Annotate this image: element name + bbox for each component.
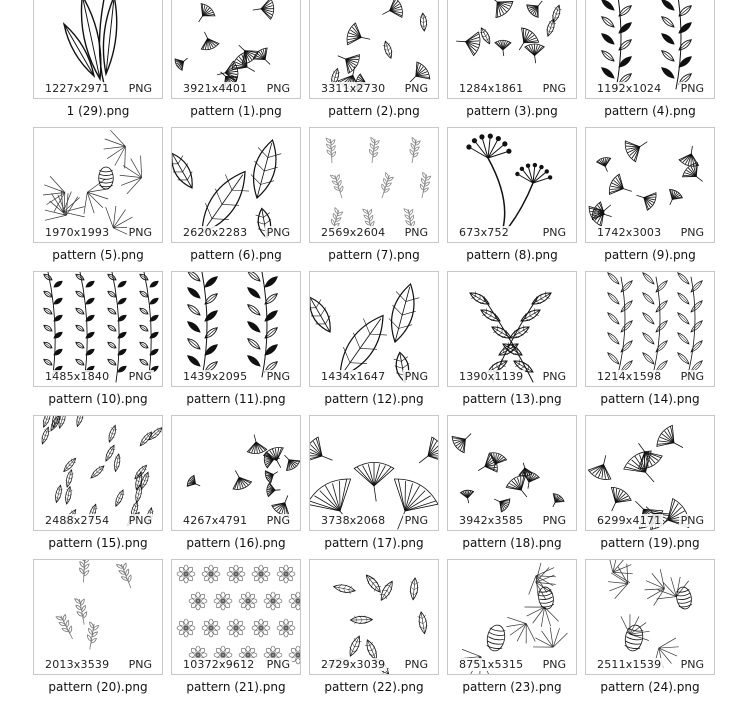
file-type-badge: PNG bbox=[679, 514, 706, 527]
file-thumbnail[interactable] bbox=[585, 127, 715, 243]
file-name-label[interactable]: pattern (17).png bbox=[303, 536, 445, 550]
image-dimensions: 2511x1539 bbox=[595, 658, 663, 671]
file-type-badge: PNG bbox=[403, 226, 430, 239]
image-dimensions: 3942x3585 bbox=[457, 514, 525, 527]
file-type-badge: PNG bbox=[541, 658, 568, 671]
file-thumbnail[interactable] bbox=[33, 271, 163, 387]
file-name-label[interactable]: pattern (10).png bbox=[27, 392, 169, 406]
image-dimensions: 8751x5315 bbox=[457, 658, 525, 671]
image-dimensions: 1192x1024 bbox=[595, 82, 663, 95]
file-thumbnail[interactable] bbox=[171, 271, 301, 387]
file-tile[interactable] bbox=[585, 127, 725, 271]
file-tile[interactable] bbox=[33, 271, 173, 415]
file-name-label[interactable]: pattern (2).png bbox=[303, 104, 445, 118]
file-tile[interactable] bbox=[33, 415, 173, 559]
file-name-label[interactable]: pattern (18).png bbox=[441, 536, 583, 550]
file-type-badge: PNG bbox=[265, 226, 292, 239]
file-type-badge: PNG bbox=[265, 82, 292, 95]
file-type-badge: PNG bbox=[265, 370, 292, 383]
file-thumbnail[interactable] bbox=[309, 559, 439, 675]
file-tile[interactable] bbox=[171, 127, 311, 271]
file-type-badge: PNG bbox=[127, 370, 154, 383]
file-name-label[interactable]: pattern (16).png bbox=[165, 536, 307, 550]
file-type-badge: PNG bbox=[679, 226, 706, 239]
file-name-label[interactable]: pattern (12).png bbox=[303, 392, 445, 406]
file-thumbnail[interactable] bbox=[33, 415, 163, 531]
file-name-label[interactable]: pattern (19).png bbox=[579, 536, 721, 550]
file-type-badge: PNG bbox=[127, 226, 154, 239]
image-dimensions: 1485x1840 bbox=[43, 370, 111, 383]
file-type-badge: PNG bbox=[403, 658, 430, 671]
image-dimensions: 1390x1139 bbox=[457, 370, 525, 383]
image-dimensions: 1434x1647 bbox=[319, 370, 387, 383]
file-thumbnail[interactable] bbox=[447, 271, 577, 387]
file-tile[interactable] bbox=[33, 559, 173, 703]
file-thumbnail[interactable] bbox=[447, 559, 577, 675]
file-thumbnail[interactable] bbox=[309, 0, 439, 99]
file-name-label[interactable]: pattern (20).png bbox=[27, 680, 169, 694]
file-name-label[interactable]: pattern (15).png bbox=[27, 536, 169, 550]
file-type-badge: PNG bbox=[265, 658, 292, 671]
file-thumbnail[interactable] bbox=[171, 559, 301, 675]
file-tile[interactable] bbox=[585, 559, 725, 703]
file-type-badge: PNG bbox=[679, 370, 706, 383]
file-name-label[interactable]: pattern (21).png bbox=[165, 680, 307, 694]
image-dimensions: 2013x3539 bbox=[43, 658, 111, 671]
file-thumbnail[interactable] bbox=[309, 127, 439, 243]
file-tile[interactable] bbox=[447, 271, 587, 415]
file-type-badge: PNG bbox=[403, 514, 430, 527]
image-dimensions: 673x752 bbox=[457, 226, 511, 239]
image-dimensions: 1227x2971 bbox=[43, 82, 111, 95]
file-tile[interactable] bbox=[309, 0, 449, 127]
image-dimensions: 4267x4791 bbox=[181, 514, 249, 527]
file-name-label[interactable]: pattern (22).png bbox=[303, 680, 445, 694]
file-name-label[interactable]: pattern (6).png bbox=[165, 248, 307, 262]
file-name-label[interactable]: pattern (23).png bbox=[441, 680, 583, 694]
file-tile[interactable] bbox=[585, 415, 725, 559]
file-tile[interactable] bbox=[447, 127, 587, 271]
image-dimensions: 3311x2730 bbox=[319, 82, 387, 95]
image-dimensions: 2729x3039 bbox=[319, 658, 387, 671]
file-tile[interactable] bbox=[447, 0, 587, 127]
file-type-badge: PNG bbox=[541, 514, 568, 527]
file-tile[interactable] bbox=[585, 271, 725, 415]
file-name-label[interactable]: pattern (9).png bbox=[579, 248, 721, 262]
file-thumbnail[interactable] bbox=[309, 271, 439, 387]
file-name-label[interactable]: pattern (5).png bbox=[27, 248, 169, 262]
file-thumbnail[interactable] bbox=[171, 0, 301, 99]
file-thumbnail[interactable] bbox=[33, 559, 163, 675]
file-name-label[interactable]: pattern (4).png bbox=[579, 104, 721, 118]
file-thumbnail[interactable] bbox=[309, 415, 439, 531]
file-name-label[interactable]: pattern (11).png bbox=[165, 392, 307, 406]
file-tile[interactable] bbox=[447, 415, 587, 559]
file-tile[interactable] bbox=[309, 559, 449, 703]
file-tile[interactable] bbox=[585, 0, 725, 127]
image-dimensions: 6299x4171 bbox=[595, 514, 663, 527]
file-type-badge: PNG bbox=[403, 82, 430, 95]
file-tile[interactable] bbox=[171, 271, 311, 415]
image-dimensions: 1439x2095 bbox=[181, 370, 249, 383]
file-thumbnail[interactable] bbox=[447, 127, 577, 243]
file-type-badge: PNG bbox=[541, 370, 568, 383]
file-thumbnail[interactable] bbox=[33, 127, 163, 243]
file-name-label[interactable]: pattern (1).png bbox=[165, 104, 307, 118]
file-name-label[interactable]: pattern (13).png bbox=[441, 392, 583, 406]
file-tile[interactable] bbox=[171, 415, 311, 559]
image-dimensions: 3738x2068 bbox=[319, 514, 387, 527]
file-thumbnail[interactable] bbox=[171, 127, 301, 243]
file-name-label[interactable]: pattern (14).png bbox=[579, 392, 721, 406]
file-thumbnail[interactable] bbox=[33, 0, 163, 99]
file-tile[interactable] bbox=[309, 127, 449, 271]
file-name-label[interactable]: pattern (7).png bbox=[303, 248, 445, 262]
file-tile[interactable] bbox=[33, 0, 173, 127]
image-dimensions: 1970x1993 bbox=[43, 226, 111, 239]
file-tile[interactable] bbox=[33, 127, 173, 271]
file-name-label[interactable]: pattern (24).png bbox=[579, 680, 721, 694]
file-type-badge: PNG bbox=[541, 82, 568, 95]
image-dimensions: 10372x9612 bbox=[181, 658, 257, 671]
image-dimensions: 1214x1598 bbox=[595, 370, 663, 383]
file-type-badge: PNG bbox=[265, 514, 292, 527]
image-dimensions: 1284x1861 bbox=[457, 82, 525, 95]
file-thumbnail[interactable] bbox=[585, 415, 715, 531]
file-type-badge: PNG bbox=[127, 514, 154, 527]
file-thumbnail[interactable] bbox=[171, 415, 301, 531]
file-tile[interactable] bbox=[309, 415, 449, 559]
file-thumbnail[interactable] bbox=[585, 271, 715, 387]
file-name-label[interactable]: pattern (8).png bbox=[441, 248, 583, 262]
file-type-badge: PNG bbox=[127, 658, 154, 671]
image-dimensions: 2488x2754 bbox=[43, 514, 111, 527]
file-thumbnail[interactable] bbox=[447, 0, 577, 99]
file-type-badge: PNG bbox=[403, 370, 430, 383]
file-tile[interactable] bbox=[447, 559, 587, 703]
image-dimensions: 1742x3003 bbox=[595, 226, 663, 239]
file-tile[interactable] bbox=[171, 0, 311, 127]
file-tile[interactable] bbox=[171, 559, 311, 703]
file-tile[interactable] bbox=[309, 271, 449, 415]
file-type-badge: PNG bbox=[679, 82, 706, 95]
file-thumbnail[interactable] bbox=[585, 0, 715, 99]
file-thumbnail[interactable] bbox=[447, 415, 577, 531]
file-type-badge: PNG bbox=[679, 658, 706, 671]
file-thumbnail[interactable] bbox=[585, 559, 715, 675]
image-dimensions: 2569x2604 bbox=[319, 226, 387, 239]
image-dimensions: 3921x4401 bbox=[181, 82, 249, 95]
file-name-label[interactable]: pattern (3).png bbox=[441, 104, 583, 118]
file-name-label[interactable]: 1 (29).png bbox=[27, 104, 169, 118]
file-type-badge: PNG bbox=[541, 226, 568, 239]
image-dimensions: 2620x2283 bbox=[181, 226, 249, 239]
file-type-badge: PNG bbox=[127, 82, 154, 95]
